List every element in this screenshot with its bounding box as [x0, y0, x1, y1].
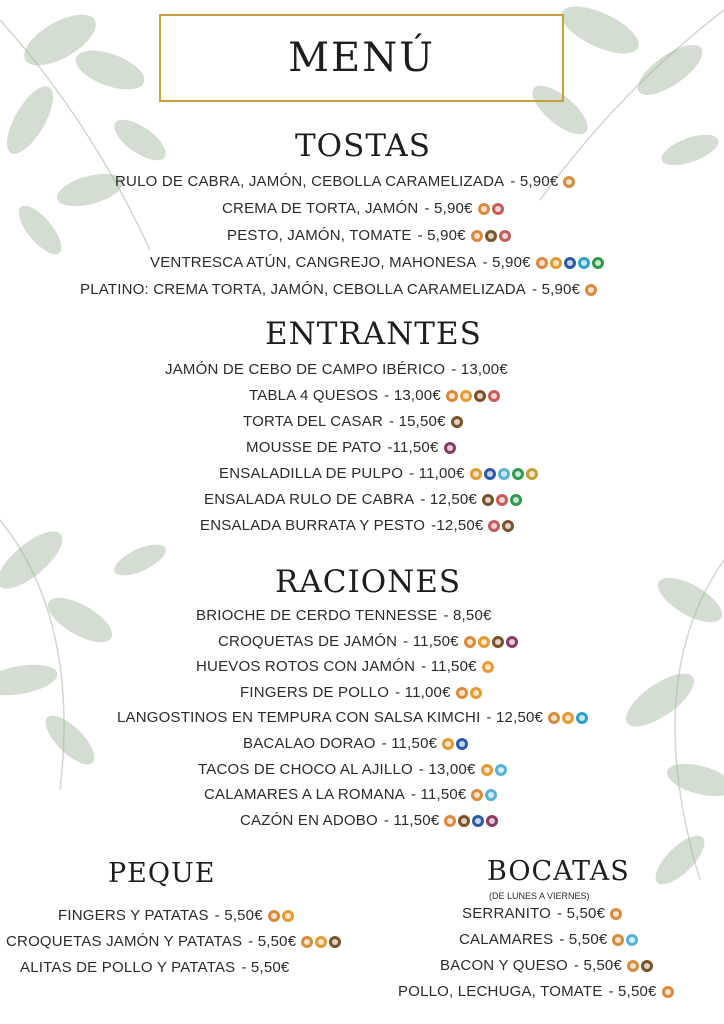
menu-item-name: TACOS DE CHOCO AL AJILLO	[198, 761, 413, 778]
frutos-secos-allergen-icon	[488, 390, 500, 402]
menu-item-price: -12,50€	[431, 517, 484, 534]
lacteos-allergen-icon	[492, 636, 504, 648]
frutos-secos-allergen-icon	[492, 203, 504, 215]
menu-item-price: - 11,50€	[410, 786, 467, 803]
gluten-allergen-icon	[662, 986, 674, 998]
menu-item	[6, 933, 341, 950]
menu-item	[240, 684, 482, 701]
menu-item-name: ENSALADILLA DE PULPO	[219, 465, 404, 482]
menu-item	[462, 905, 622, 922]
allergen-icons	[442, 738, 468, 750]
menu-item-price: - 5,50€	[573, 957, 623, 974]
allergen-icons	[444, 442, 456, 454]
huevo-allergen-icon	[460, 390, 472, 402]
menu-item	[198, 761, 507, 778]
allergen-icons	[268, 910, 294, 922]
mostaza-allergen-icon	[526, 468, 538, 480]
gluten-allergen-icon	[627, 960, 639, 972]
menu-item-price: - 11,00€	[409, 465, 465, 482]
menu-item-name: BACON Y QUESO	[440, 957, 568, 974]
allergen-icons	[610, 908, 622, 920]
lacteos-allergen-icon	[641, 960, 653, 972]
allergen-icons	[478, 203, 504, 215]
section-heading-tostas: TOSTAS	[295, 128, 431, 164]
allergen-icons	[471, 230, 511, 242]
menu-item-name: JAMÓN DE CEBO DE CAMPO IBÉRICO	[165, 361, 446, 378]
menu-item-price: - 5,50€	[214, 907, 263, 924]
huevo-allergen-icon	[482, 661, 494, 673]
huevo-allergen-icon	[470, 468, 482, 480]
gluten-allergen-icon	[471, 789, 483, 801]
menu-item-name: PLATINO: CREMA TORTA, JAMÓN, CEBOLLA CARAMELIZADA	[80, 281, 527, 298]
menu-item-name: ENSALADA RULO DE CABRA	[204, 491, 415, 508]
huevo-allergen-icon	[470, 687, 482, 699]
frutos-secos-allergen-icon	[488, 520, 500, 532]
menu-item-price: - 5,90€	[482, 254, 531, 271]
allergen-icons	[536, 257, 604, 269]
section-heading-peque: PEQUE	[108, 858, 216, 889]
gluten-allergen-icon	[548, 712, 560, 724]
menu-item	[440, 957, 653, 974]
gluten-allergen-icon	[464, 636, 476, 648]
menu-item	[58, 907, 294, 924]
gluten-allergen-icon	[585, 284, 597, 296]
allergen-icons	[482, 494, 522, 506]
gluten-allergen-icon	[268, 910, 280, 922]
moluscos-allergen-icon	[626, 934, 638, 946]
menu-item-name: FINGERS Y PATATAS	[58, 907, 209, 924]
menu-item-name: MOUSSE DE PATO	[246, 439, 382, 456]
gluten-allergen-icon	[446, 390, 458, 402]
menu-item	[117, 709, 588, 726]
lacteos-allergen-icon	[474, 390, 486, 402]
allergen-icons	[627, 960, 653, 972]
allergen-icons	[456, 687, 482, 699]
menu-item-price: - 12,50€	[420, 491, 477, 508]
huevo-allergen-icon	[562, 712, 574, 724]
menu-item	[222, 200, 504, 217]
allergen-icons	[563, 176, 575, 188]
huevo-allergen-icon	[315, 936, 327, 948]
menu-item	[20, 959, 289, 976]
menu-item-price: - 5,50€	[608, 983, 657, 1000]
menu-item-name: ENSALADA BURRATA Y PESTO	[200, 517, 426, 534]
allergen-icons	[662, 986, 674, 998]
menu-item-name: CREMA DE TORTA, JAMÓN	[222, 200, 419, 217]
allergen-icons	[451, 416, 463, 428]
menu-item-price: - 13,00€	[451, 361, 508, 378]
menu-item-name: CAZÓN EN ADOBO	[240, 812, 378, 829]
gluten-allergen-icon	[536, 257, 548, 269]
frutos-secos-allergen-icon	[499, 230, 511, 242]
gluten-allergen-icon	[456, 687, 468, 699]
section-heading-entrantes: ENTRANTES	[265, 316, 482, 352]
menu-item-price: - 11,50€	[421, 658, 477, 675]
menu-item-price: - 5,90€	[532, 281, 581, 298]
menu-item-price: - 5,50€	[557, 905, 606, 922]
allergen-icons	[548, 712, 588, 724]
menu-item-price: - 5,90€	[417, 227, 466, 244]
menu-title: MENÚ	[288, 35, 435, 81]
allergen-icons	[464, 636, 518, 648]
allergen-icons	[444, 815, 498, 827]
menu-item-price: - 13,00€	[384, 387, 441, 404]
menu-item	[165, 361, 508, 378]
moluscos-allergen-icon	[498, 468, 510, 480]
allergen-icons	[446, 390, 500, 402]
menu-item	[80, 281, 597, 298]
menu-item	[246, 439, 456, 456]
menu-item-name: TORTA DEL CASAR	[243, 413, 383, 430]
bocatas-subtitle: (DE LUNES A VIERNES)	[489, 891, 590, 901]
sulfitos-allergen-icon	[444, 442, 456, 454]
menu-item-name: HUEVOS ROTOS CON JAMÓN	[196, 658, 416, 675]
menu-item-price: - 11,50€	[381, 735, 438, 752]
menu-item-name: VENTRESCA ATÚN, CANGREJO, MAHONESA	[150, 254, 477, 271]
allergen-icons	[481, 764, 507, 776]
allergen-icons	[470, 468, 538, 480]
gluten-allergen-icon	[301, 936, 313, 948]
gluten-allergen-icon	[471, 230, 483, 242]
menu-item-name: RULO DE CABRA, JAMÓN, CEBOLLA CARAMELIZADA	[115, 173, 505, 190]
allergen-icons	[488, 520, 514, 532]
title-frame	[159, 14, 564, 102]
pescado-allergen-icon	[456, 738, 468, 750]
menu-item-name: BACALAO DORAO	[243, 735, 376, 752]
menu-item	[243, 413, 463, 430]
pescado-allergen-icon	[484, 468, 496, 480]
gluten-allergen-icon	[444, 815, 456, 827]
sulfitos-allergen-icon	[506, 636, 518, 648]
menu-item	[200, 517, 514, 534]
allergen-icons	[471, 789, 497, 801]
apio-allergen-icon	[510, 494, 522, 506]
huevo-allergen-icon	[481, 764, 493, 776]
lacteos-allergen-icon	[502, 520, 514, 532]
menu-item-name: SERRANITO	[462, 905, 552, 922]
menu-item	[196, 607, 492, 624]
frutos-secos-allergen-icon	[496, 494, 508, 506]
menu-item	[243, 735, 468, 752]
menu-item-price: -11,50€	[387, 439, 439, 456]
menu-item	[115, 173, 575, 190]
menu-item	[196, 658, 494, 675]
sulfitos-allergen-icon	[486, 815, 498, 827]
apio-allergen-icon	[592, 257, 604, 269]
lacteos-allergen-icon	[329, 936, 341, 948]
menu-item	[150, 254, 604, 271]
pescado-allergen-icon	[472, 815, 484, 827]
lacteos-allergen-icon	[451, 416, 463, 428]
gluten-allergen-icon	[563, 176, 575, 188]
menu-item-price: - 5,90€	[510, 173, 559, 190]
allergen-icons	[585, 284, 597, 296]
crustaceos-allergen-icon	[578, 257, 590, 269]
menu-item-price: - 15,50€	[389, 413, 446, 430]
gluten-allergen-icon	[612, 934, 624, 946]
menu-item-price: - 5,50€	[559, 931, 608, 948]
pescado-allergen-icon	[564, 257, 576, 269]
menu-item-price: - 5,50€	[241, 959, 290, 976]
menu-item-name: CROQUETAS DE JAMÓN	[218, 633, 398, 650]
menu-item-price: - 11,50€	[403, 633, 459, 650]
menu-item	[219, 465, 538, 482]
menu-item-price: - 12,50€	[486, 709, 544, 726]
menu-item-name: POLLO, LECHUGA, TOMATE	[398, 983, 603, 1000]
menu-item	[240, 812, 498, 829]
menu-item-name: CALAMARES A LA ROMANA	[204, 786, 405, 803]
menu-item-name: PESTO, JAMÓN, TOMATE	[227, 227, 412, 244]
allergen-icons	[612, 934, 638, 946]
apio-allergen-icon	[512, 468, 524, 480]
menu-item-price: - 13,00€	[418, 761, 476, 778]
menu-item-name: BRIOCHE DE CERDO TENNESSE	[196, 607, 438, 624]
menu-item-price: - 5,50€	[248, 933, 297, 950]
menu-item	[204, 491, 522, 508]
section-heading-raciones: RACIONES	[275, 564, 462, 600]
huevo-allergen-icon	[550, 257, 562, 269]
huevo-allergen-icon	[282, 910, 294, 922]
menu-item-price: - 11,00€	[395, 684, 451, 701]
menu-item-name: CROQUETAS JAMÓN Y PATATAS	[6, 933, 243, 950]
gluten-allergen-icon	[610, 908, 622, 920]
menu-item	[218, 633, 518, 650]
menu-item-name: LANGOSTINOS EN TEMPURA CON SALSA KIMCHI	[117, 709, 481, 726]
lacteos-allergen-icon	[482, 494, 494, 506]
moluscos-allergen-icon	[485, 789, 497, 801]
menu-item	[398, 983, 674, 1000]
menu-item-name: TABLA 4 QUESOS	[249, 387, 379, 404]
menu-item-price: - 8,50€	[443, 607, 492, 624]
menu-item	[459, 931, 638, 948]
lacteos-allergen-icon	[485, 230, 497, 242]
huevo-allergen-icon	[442, 738, 454, 750]
moluscos-allergen-icon	[495, 764, 507, 776]
menu-item-price: - 11,50€	[383, 812, 440, 829]
huevo-allergen-icon	[478, 636, 490, 648]
menu-item	[204, 786, 497, 803]
menu-item-price: - 5,90€	[424, 200, 473, 217]
menu-item-name: CALAMARES	[459, 931, 554, 948]
section-heading-bocatas: BOCATAS	[487, 856, 630, 887]
gluten-allergen-icon	[478, 203, 490, 215]
crustaceos-allergen-icon	[576, 712, 588, 724]
menu-item-name: FINGERS DE POLLO	[240, 684, 390, 701]
menu-item-name: ALITAS DE POLLO Y PATATAS	[20, 959, 236, 976]
menu-item	[249, 387, 500, 404]
allergen-icons	[301, 936, 341, 948]
lacteos-allergen-icon	[458, 815, 470, 827]
allergen-icons	[482, 661, 494, 673]
menu-item	[227, 227, 511, 244]
